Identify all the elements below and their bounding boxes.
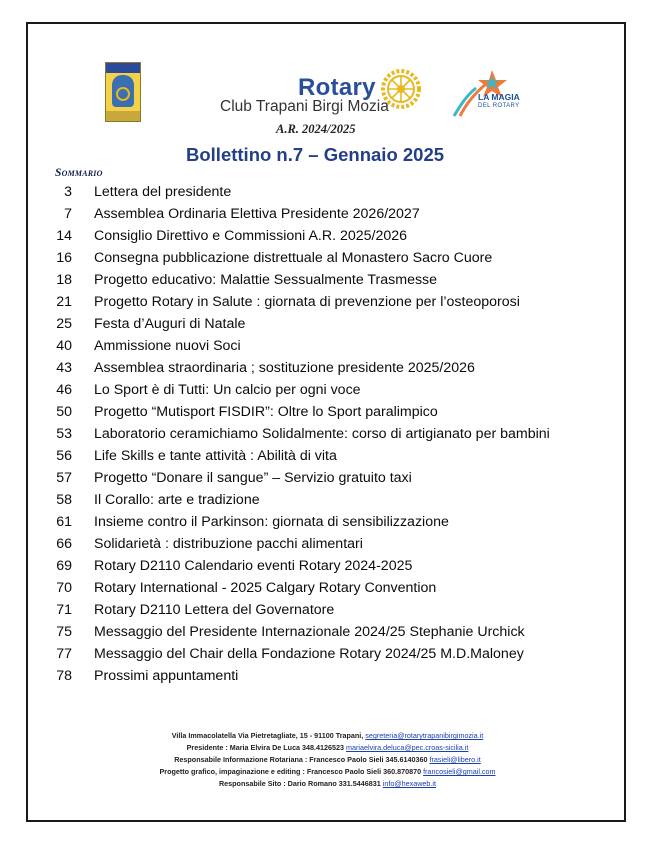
toc-entry[interactable] [0,206,655,228]
toc-page-number: 70 [56,580,72,596]
toc-title: Insieme contro il Parkinson: giornata di sensibilizzazione [94,514,449,530]
toc-title: Progetto educativo: Malattie Sessualmente Trasmesse [94,272,438,288]
toc-entry[interactable] [0,382,655,404]
toc-entry[interactable] [0,404,655,426]
toc-title: Rotary D2110 Calendario eventi Rotary 2024-2025 [94,558,413,574]
toc-entry[interactable] [0,624,655,646]
toc-page-number: 21 [56,294,72,310]
toc-title: Solidarietà : distribuzione pacchi alimentari [94,536,363,552]
footer [0,730,655,790]
footer-address: Villa Immacolatella Via Pietretagliate, 15 - 91100 Trapani, [171,731,366,740]
rotary-wordmark: Rotary [298,74,376,101]
footer-info-officer: Responsabile Informazione Rotariana : Francesco Paolo Sieli 345.6140360 [174,755,430,764]
toc-page-number: 78 [56,668,72,684]
rotary-year: A.R. 2024/2025 [276,122,356,136]
toc-title: Festa d’Auguri di Natale [94,316,246,332]
toc-entry[interactable] [0,470,655,492]
toc-page-number: 66 [56,536,72,552]
section-heading: Sommario [55,167,103,179]
toc-page-number: 3 [64,184,72,200]
toc-page-number: 43 [56,360,72,376]
toc-title: Life Skills e tante attività : Abilità di vita [94,448,337,464]
toc-page-number: 57 [56,470,72,486]
toc-page-number: 18 [56,272,72,288]
toc-entry[interactable] [0,228,655,250]
toc-entry[interactable] [0,668,655,690]
toc-page-number: 14 [56,228,72,244]
toc-title: Assemblea Ordinaria Elettiva Presidente 2026/2027 [94,206,420,222]
toc-title: Assemblea straordinaria ; sostituzione presidente 2025/2026 [94,360,475,376]
toc-page-number: 16 [56,250,72,266]
toc-entry[interactable] [0,184,655,206]
toc-title: Prossimi appuntamenti [94,668,239,684]
club-name: Club Trapani Birgi Mozia [220,98,389,115]
toc-entry[interactable] [0,536,655,558]
toc-page-number: 25 [56,316,72,332]
toc-entry[interactable] [0,602,655,624]
toc-title: Ammissione nuovi Soci [94,338,241,354]
toc-page-number: 40 [56,338,72,354]
toc-title: Laboratorio ceramichiamo Solidalmente: corso di artigianato per bambini [94,426,550,442]
footer-president-link[interactable]: mariaelvira.deluca@pec.croas-sicilia.it [346,743,469,752]
toc-page-number: 58 [56,492,72,508]
toc-title: Lettera del presidente [94,184,232,200]
footer-site: Responsabile Sito : Dario Romano 331.5446831 [218,779,383,788]
toc-page-number: 7 [64,206,72,222]
toc-title: Messaggio del Presidente Internazionale 2024/25 Stephanie Urchick [94,624,525,640]
toc-entry[interactable] [0,646,655,668]
toc-page-number: 69 [56,558,72,574]
toc-title: Rotary D2110 Lettera del Governatore [94,602,335,618]
footer-graphics: Progetto grafico, impaginazione e editing : Francesco Paolo Sieli 360.870870 [159,767,424,776]
toc-entry[interactable] [0,338,655,360]
magia-label: LA MAGIA [478,92,520,102]
toc-entry[interactable] [0,514,655,536]
toc-page-number: 71 [56,602,72,618]
toc-title: Il Corallo: arte e tradizione [94,492,260,508]
toc-page-number: 77 [56,646,72,662]
toc-page-number: 56 [56,448,72,464]
toc-title: Progetto “Mutisport FISDIR”: Oltre lo Sport paralimpico [94,404,438,420]
footer-president: Presidente : Maria Elvira De Luca 348.4126523 [186,743,347,752]
toc-entry[interactable] [0,294,655,316]
toc-entry[interactable] [0,580,655,602]
toc-title: Rotary International - 2025 Calgary Rotary Convention [94,580,437,596]
toc-entry[interactable] [0,448,655,470]
toc-page-number: 50 [56,404,72,420]
toc-entry[interactable] [0,558,655,580]
toc-title: Messaggio del Chair della Fondazione Rotary 2024/25 M.D.Maloney [94,646,524,662]
magia-sublabel: DEL ROTARY [478,103,520,109]
toc-entry[interactable] [0,426,655,448]
footer-site-link[interactable]: info@hexaweb.it [382,779,437,788]
toc-page-number: 53 [56,426,72,442]
toc-entry[interactable] [0,360,655,382]
toc-entry[interactable] [0,316,655,338]
footer-info-link[interactable]: frasieli@libero.it [429,755,481,764]
page-title: Bollettino n.7 – Gennaio 2025 [186,144,445,165]
toc-title: Progetto Rotary in Salute : giornata di prevenzione per l’osteoporosi [94,294,520,310]
toc-page-number: 46 [56,382,72,398]
district-logo [105,62,141,122]
toc-title: Lo Sport è di Tutti: Un calcio per ogni voce [94,382,361,398]
toc-title: Progetto “Donare il sangue” – Servizio gratuito taxi [94,470,412,486]
toc-title: Consegna pubblicazione distrettuale al Monastero Sacro Cuore [94,250,493,266]
footer-email-link[interactable]: segreteria@rotarytrapanibirgimozia.it [365,731,484,740]
footer-graphics-link[interactable]: francosieli@gmail.com [423,767,496,776]
toc-title: Consiglio Direttivo e Commissioni A.R. 2025/2026 [94,228,408,244]
toc-entry[interactable] [0,250,655,272]
toc-page-number: 61 [56,514,72,530]
toc-entry[interactable] [0,272,655,294]
toc-entry[interactable] [0,492,655,514]
toc-page-number: 75 [56,624,72,640]
